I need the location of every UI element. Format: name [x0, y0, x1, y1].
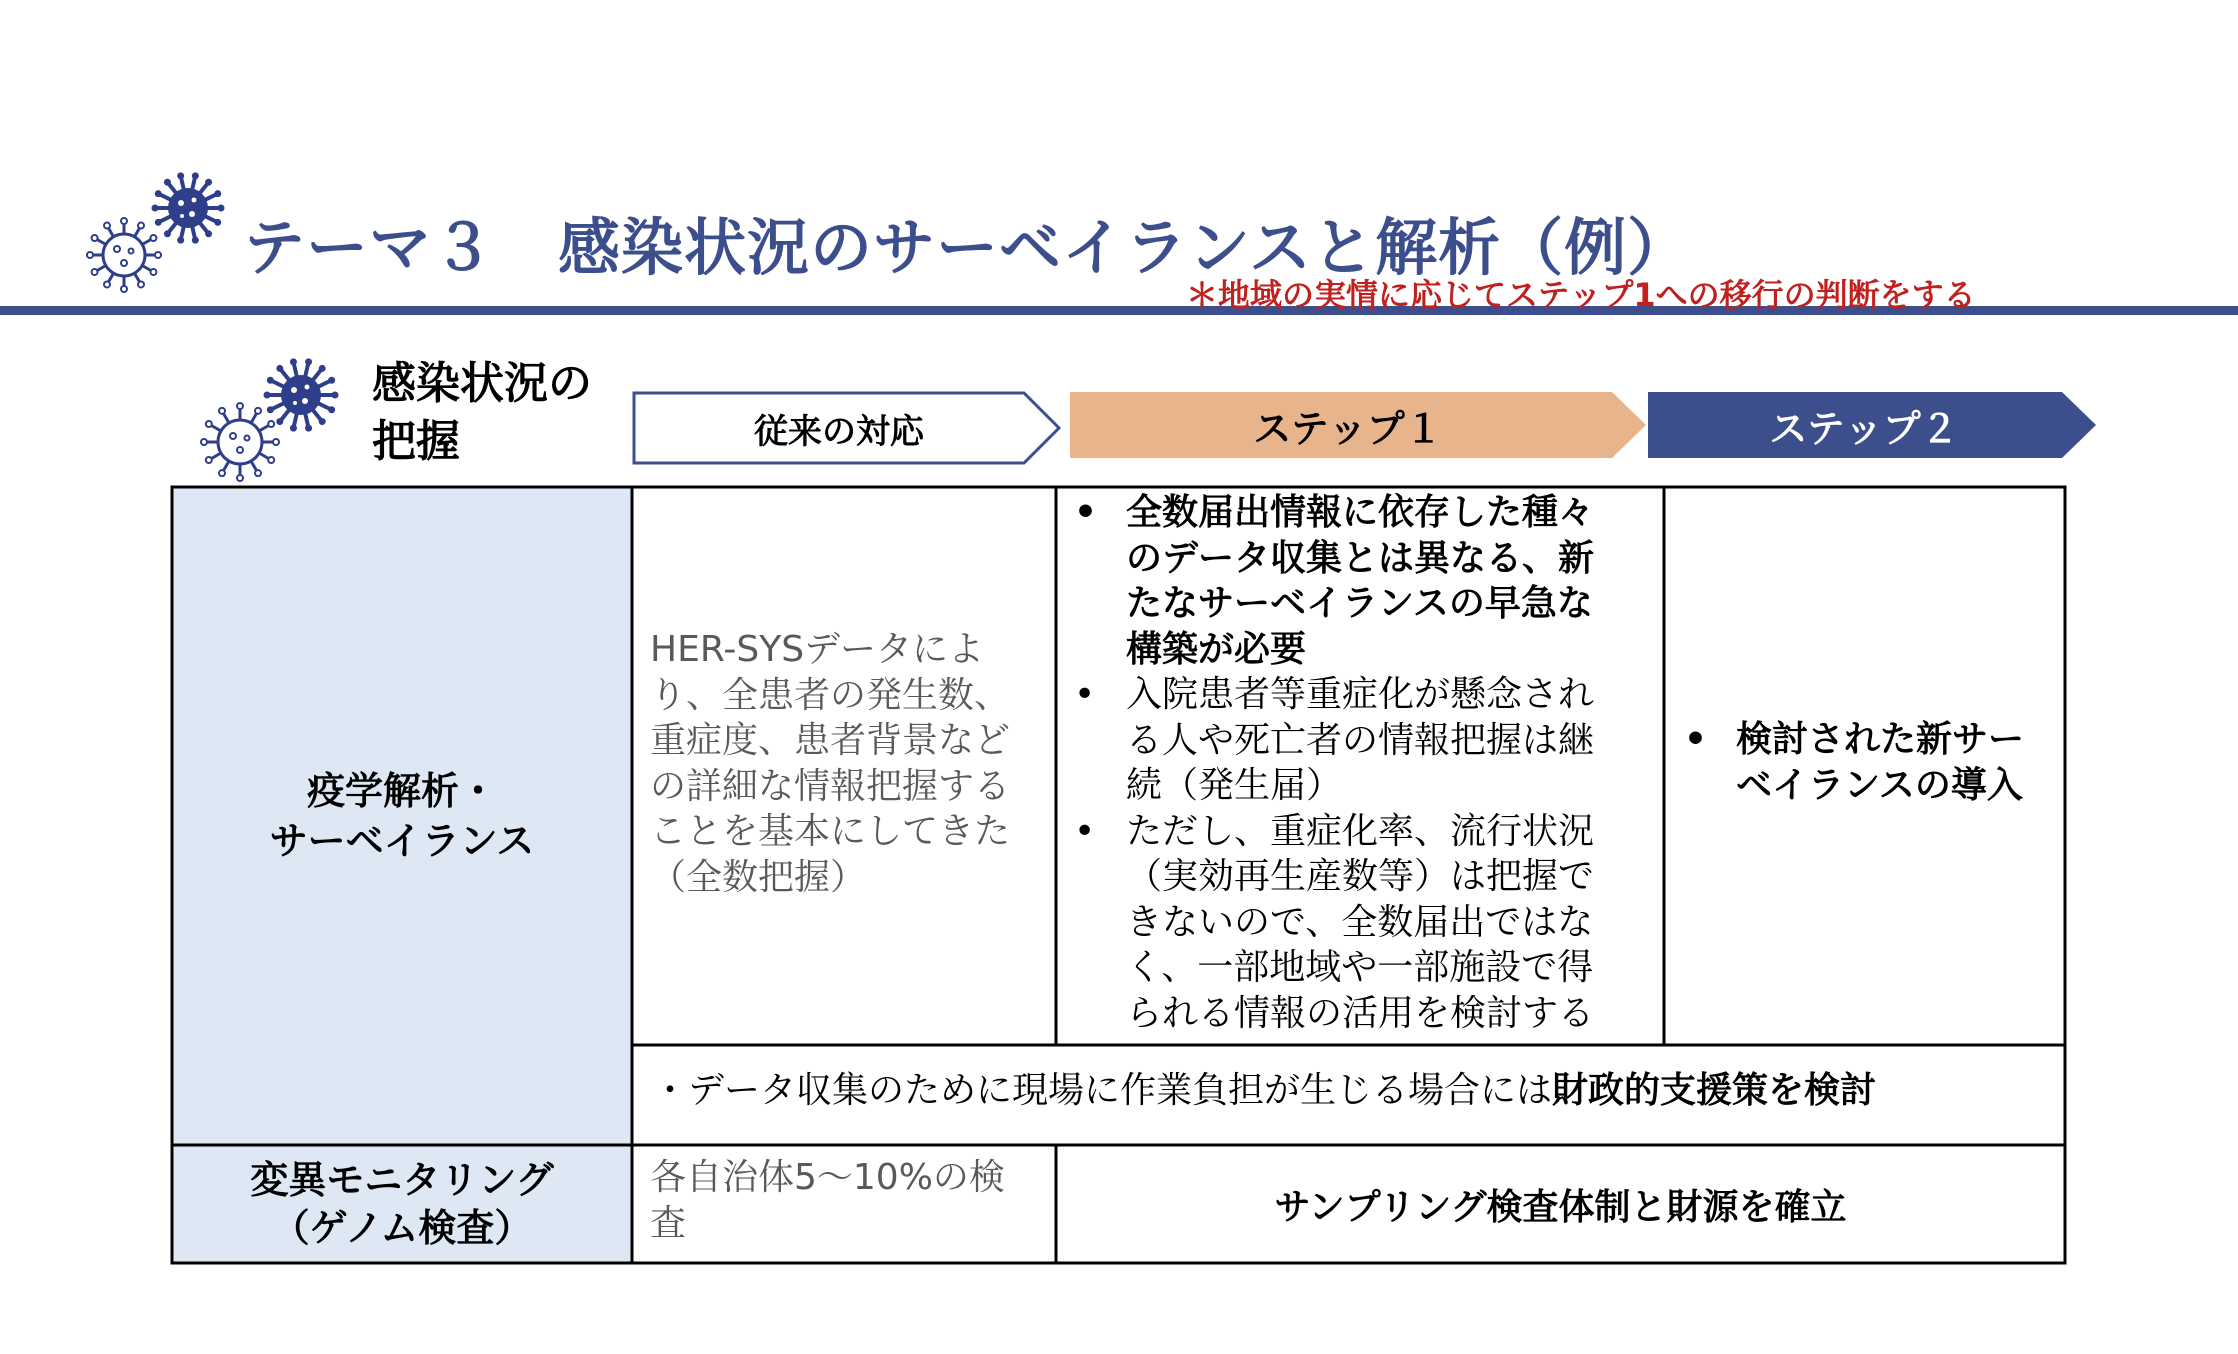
epi-note-prefix: ・データ収集のために現場に作業負担が生じる場合には: [652, 1070, 1553, 1111]
step1-label: ステップ１: [1253, 406, 1443, 451]
section-label-line2: 把握: [372, 416, 460, 467]
row-header-epi-line1: 疫学解析・: [306, 769, 497, 813]
epi-step2-list: [1666, 717, 2056, 808]
epi-step1-item: • 入院患者等重症化が懸念される人や死亡者の情報把握は継続（発生届）: [1056, 672, 1616, 809]
epi-current-text: HER-SYSデータにより、全患者の発生数、重症度、患者背景などの詳細な情報把握することを基本にしてきた（全数把握）: [650, 629, 1011, 898]
epi-step1-item: • ただし、重症化率、流行状況（実効再生産数等）は把握できないので、全数届出ではなく、一部地域や一部施設で得られる情報の活用を検討する: [1056, 809, 1616, 1037]
row-header-epi-line2: サーベイランス: [269, 819, 535, 863]
epi-step1-list: [1056, 490, 1616, 1036]
step-current-label: 従来の対応: [754, 411, 924, 452]
epi-step2-item: • 検討された新サーベイランスの導入: [1666, 717, 2056, 808]
row-header-genome-line2: （ゲノム検査）: [271, 1206, 533, 1250]
genome-current-text: 各自治体5～10%の検査: [650, 1157, 1005, 1244]
row-header-epi: [172, 487, 632, 1145]
section-label-line1: 感染状況の: [372, 358, 592, 409]
epi-step1-item: • 全数届出情報に依存した種々のデータ収集とは異なる、新たなサーベイランスの早急な構築が必要: [1056, 490, 1616, 672]
epi-note-emphasis: 財政的支援策を検討: [1552, 1070, 1877, 1111]
epi-note: [652, 1068, 1876, 1114]
row-header-genome: [172, 1145, 632, 1263]
step2-label: ステップ２: [1769, 406, 1959, 451]
genome-step-text: サンプリング検査体制と財源を確立: [1274, 1186, 1847, 1228]
page-title: テーマ３ 感染状況のサーベイランスと解析（例）: [243, 211, 1691, 284]
title-note: ＊地域の実情に応じてステップ1への移行の判断をする: [1186, 276, 1976, 314]
row-header-genome-line1: 変異モニタリング: [250, 1158, 554, 1202]
